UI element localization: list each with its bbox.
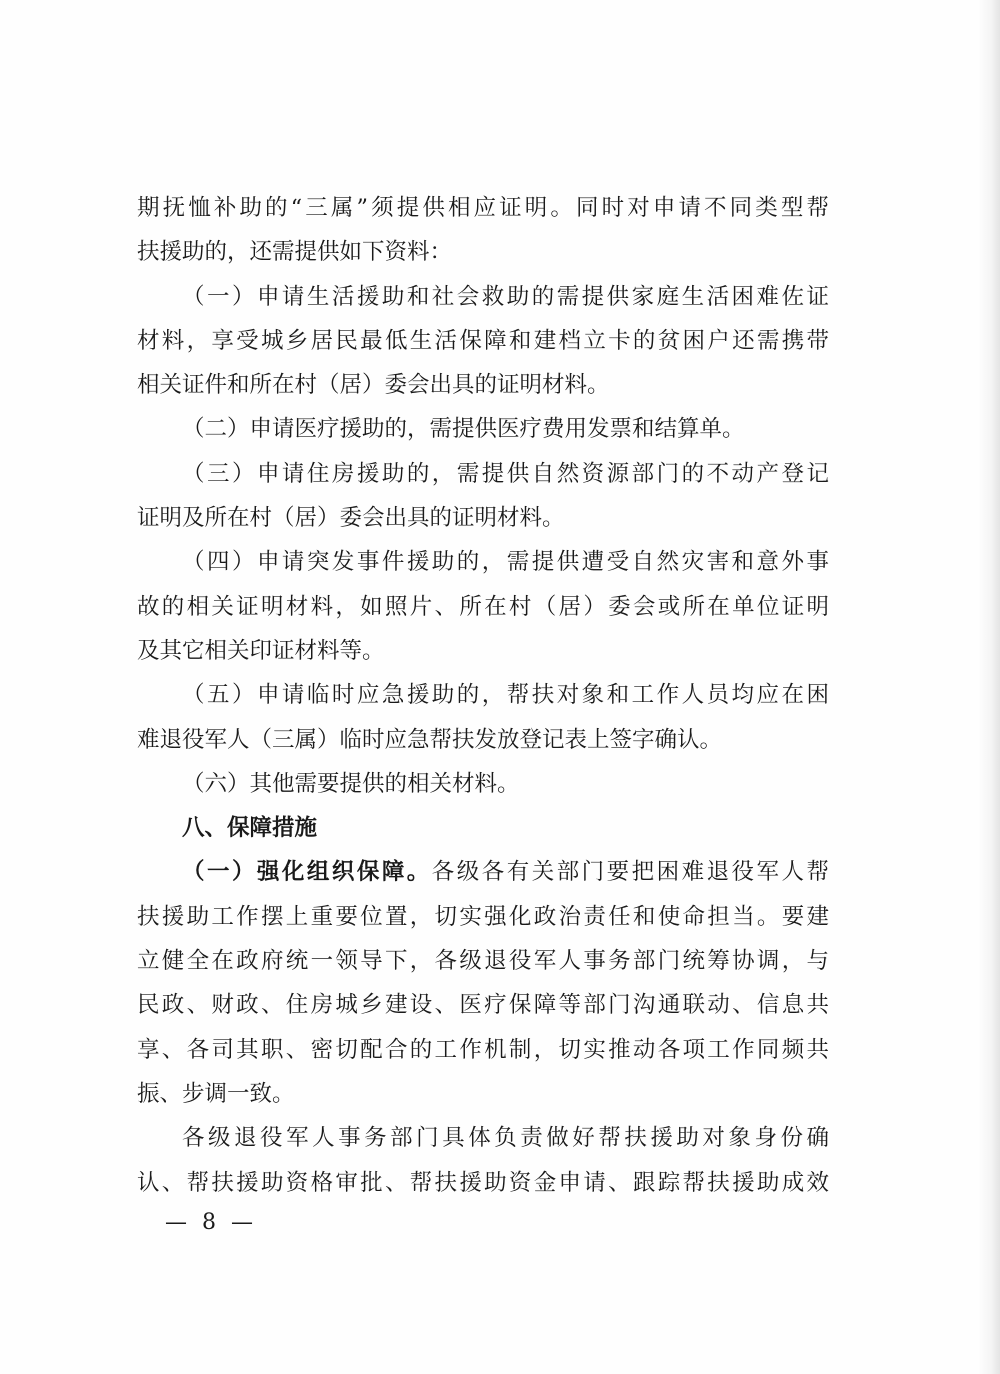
- text-line: 相关证件和所在村（居）委会出具的证明材料。: [137, 372, 610, 399]
- page-number: — 8 —: [165, 1210, 257, 1235]
- text-line: （五）申请临时应急援助的，帮扶对象和工作人员均应在困: [182, 682, 829, 709]
- text-line: 享、各司其职、密切配合的工作机制，切实推动各项工作同频共: [137, 1036, 829, 1063]
- text-line: 材料，享受城乡居民最低生活保障和建档立卡的贫困户还需携带: [137, 327, 829, 354]
- body-text: [137, 186, 829, 1205]
- text-line: 故的相关证明材料，如照片、所在村（居）委会或所在单位证明: [137, 593, 829, 620]
- text-line: 难退役军人（三属）临时应急帮扶发放登记表上签字确认。: [137, 726, 723, 753]
- text-line: 及其它相关印证材料等。: [137, 637, 385, 664]
- text-line: 立健全在政府统一领导下，各级退役军人事务部门统筹协调，与: [137, 948, 829, 975]
- text-line: 认、帮扶援助资格审批、帮扶援助资金申请、跟踪帮扶援助成效: [137, 1169, 829, 1196]
- text-line: 各级退役军人事务部门具体负责做好帮扶援助对象身份确: [182, 1125, 829, 1152]
- scan-edge-shadow: [978, 0, 1000, 1374]
- text-line: 振、步调一致。: [137, 1080, 295, 1107]
- section-heading: 八、保障措施: [182, 815, 318, 842]
- text-line: 证明及所在村（居）委会出具的证明材料。: [137, 505, 565, 532]
- text-line: （四）申请突发事件援助的，需提供遭受自然灾害和意外事: [182, 549, 829, 576]
- text-line: （一）申请生活援助和社会救助的需提供家庭生活困难佐证: [182, 283, 829, 310]
- text-line: 民政、财政、住房城乡建设、医疗保障等部门沟通联动、信息共: [137, 992, 829, 1019]
- text-line: 期抚恤补助的“三属”须提供相应证明。同时对申请不同类型帮: [137, 195, 829, 221]
- text-line: （三）申请住房援助的，需提供自然资源部门的不动产登记: [182, 460, 829, 487]
- text-line: （六）其他需要提供的相关材料。: [182, 770, 520, 797]
- subsection-text: 各级各有关部门要把困难退役军人帮: [431, 859, 829, 886]
- text-line: 扶援助的，还需提供如下资料：: [137, 239, 453, 266]
- text-line: 扶援助工作摆上重要位置，切实强化政治责任和使命担当。要建: [137, 903, 829, 930]
- subsection-lead: （一）强化组织保障。: [182, 859, 432, 886]
- text-line: （二）申请医疗援助的，需提供医疗费用发票和结算单。: [182, 416, 745, 443]
- text-line: [137, 850, 829, 894]
